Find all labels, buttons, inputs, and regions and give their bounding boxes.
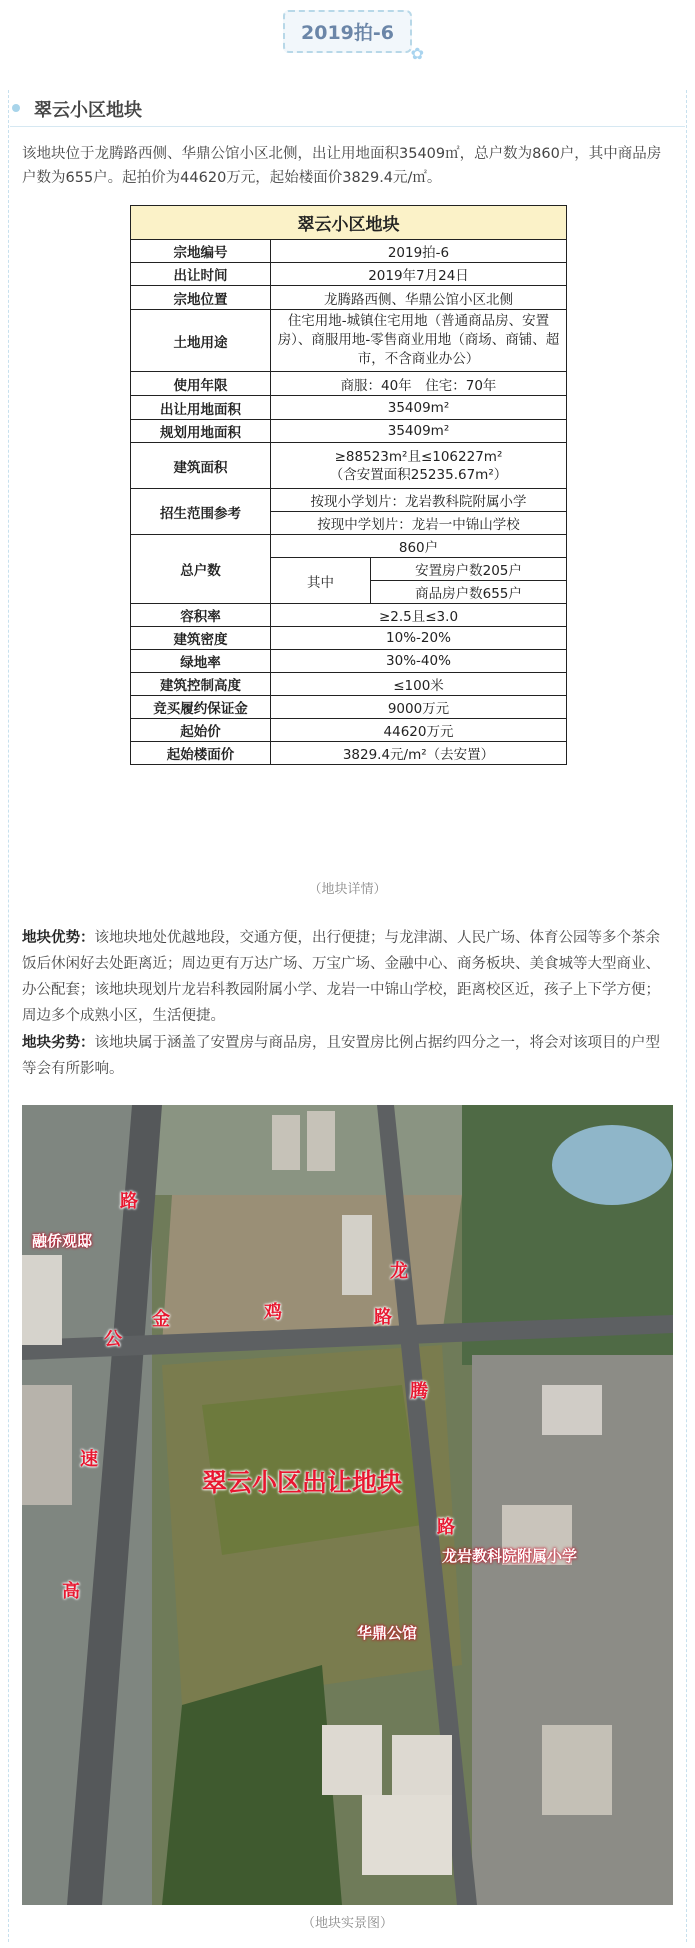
build-area-note: （含安置面积25235.67m²） xyxy=(329,466,508,483)
table-row-label: 竞买履约保证金 xyxy=(131,696,271,719)
disadvantage-label: 地块劣势： xyxy=(22,1035,95,1051)
table-row-label: 总户数 xyxy=(131,535,271,604)
table-title: 翠云小区地块 xyxy=(131,206,567,240)
road-label: 公 xyxy=(104,1329,122,1350)
table-row-value: 住宅用地-城镇住宅用地（普通商品房、安置房）、商服用地-零售商业用地（商场、商铺、超市，不含商业办公） xyxy=(271,310,567,372)
households-sub-label: 其中 xyxy=(271,558,371,604)
road-label: 金 xyxy=(152,1309,170,1330)
table-row-value: 35409m² xyxy=(271,420,567,443)
intro-paragraph: 该地块位于龙腾路西侧、华鼎公馆小区北侧，出让用地面积35409㎡，总户数为860户，其中商品房户数为655户。起拍价为44620万元，起始楼面价3829.4元/㎡。 xyxy=(22,146,662,186)
table-row-label: 起始价 xyxy=(131,719,271,742)
road-label: 高 xyxy=(62,1581,80,1602)
commercial-households: 商品房户数655户 xyxy=(371,581,567,604)
table-row-value xyxy=(271,443,567,489)
bullet-dot-icon xyxy=(12,104,20,112)
lot-badge xyxy=(283,10,424,63)
lot-info-table xyxy=(130,205,567,765)
table-row-value: 商服：40年 住宅：70年 xyxy=(271,372,567,396)
build-area-range: ≥88523m²且≤106227m² xyxy=(334,448,503,465)
households-total: 860户 xyxy=(271,535,567,558)
table-row-label: 出让用地面积 xyxy=(131,396,271,420)
table-row-label: 使用年限 xyxy=(131,372,271,396)
lot-badge-text: 2019拍-6 xyxy=(301,22,394,44)
table-row-value: ≥2.5且≤3.0 xyxy=(271,604,567,627)
table-row-label: 建筑控制高度 xyxy=(131,673,271,696)
advantage-label: 地块优势： xyxy=(22,930,95,946)
butterfly-icon: ✿ xyxy=(410,44,424,63)
table-row-value: 9000万元 xyxy=(271,696,567,719)
photo-caption: （地块实景图） xyxy=(301,1916,393,1931)
table-row-value: 35409m² xyxy=(271,396,567,420)
table-row-value: 2019年7月24日 xyxy=(271,263,567,286)
road-label: 路 xyxy=(437,1517,455,1538)
disadvantage-text: 该地块属于涵盖了安置房与商品房，且安置房比例占据约四分之一，将会对该项目的户型等会有所影响。 xyxy=(22,1035,660,1077)
table-row-value: 10%-20% xyxy=(271,627,567,650)
section-header xyxy=(10,92,685,128)
table-row-value: 44620万元 xyxy=(271,719,567,742)
table-row-label: 建筑面积 xyxy=(131,443,271,489)
advantage-paragraph xyxy=(22,925,672,1029)
table-row-label: 宗地位置 xyxy=(131,286,271,310)
section-divider xyxy=(10,126,685,127)
table-row-value: 30%-40% xyxy=(271,650,567,673)
road-label: 速 xyxy=(80,1449,98,1470)
table-row-label: 出让时间 xyxy=(131,263,271,286)
table-row-label: 规划用地面积 xyxy=(131,420,271,443)
rongqiao-label: 融侨观邸 xyxy=(32,1232,93,1250)
table-row-label: 宗地编号 xyxy=(131,240,271,263)
badge-wrap xyxy=(0,10,695,63)
primary-school-zone: 按现小学划片：龙岩教科院附属小学 xyxy=(271,489,567,512)
middle-school-zone: 按现中学划片：龙岩一中锦山学校 xyxy=(271,512,567,535)
disadvantage-paragraph xyxy=(22,1030,672,1082)
table-row-label: 容积率 xyxy=(131,604,271,627)
road-label: 鸡 xyxy=(264,1302,282,1323)
table-row-label: 绿地率 xyxy=(131,650,271,673)
table-caption: （地块详情） xyxy=(308,882,387,897)
road-label: 腾 xyxy=(410,1381,428,1402)
road-label: 路 xyxy=(120,1191,138,1212)
advantage-text: 该地块地处优越地段，交通方便，出行便捷；与龙津湖、人民广场、体育公园等多个茶余饭后休闲好去处距离近；周边更有万达广场、万宝广场、金融中心、商务板块、美食城等大型商业、办公配套；该地块现划片龙岩科教园附属小学、龙岩一中锦山学校，距离校区近，孩子上下学方便；周边多个成熟小区，生活便捷。 xyxy=(22,930,660,1024)
huading-label: 华鼎公馆 xyxy=(357,1624,418,1642)
table-row-label: 起始楼面价 xyxy=(131,742,271,765)
aerial-photo xyxy=(22,1105,673,1905)
road-label: 路 xyxy=(374,1307,392,1328)
table-row-value: 龙腾路西侧、华鼎公馆小区北侧 xyxy=(271,286,567,310)
table-row-value: ≤100米 xyxy=(271,673,567,696)
table-row-label: 建筑密度 xyxy=(131,627,271,650)
plot-label: 翠云小区出让地块 xyxy=(202,1468,403,1497)
aerial-photo-illustration xyxy=(22,1105,673,1905)
school-label: 龙岩教科院附属小学 xyxy=(442,1547,578,1565)
resettle-households: 安置房户数205户 xyxy=(371,558,567,581)
table-row-label: 土地用途 xyxy=(131,310,271,372)
table-row-value: 3829.4元/m²（去安置） xyxy=(271,742,567,765)
section-title: 翠云小区地块 xyxy=(34,100,142,121)
table-row-label: 招生范围参考 xyxy=(131,489,271,535)
road-label: 龙 xyxy=(390,1261,408,1282)
table-row-value: 2019拍-6 xyxy=(271,240,567,263)
